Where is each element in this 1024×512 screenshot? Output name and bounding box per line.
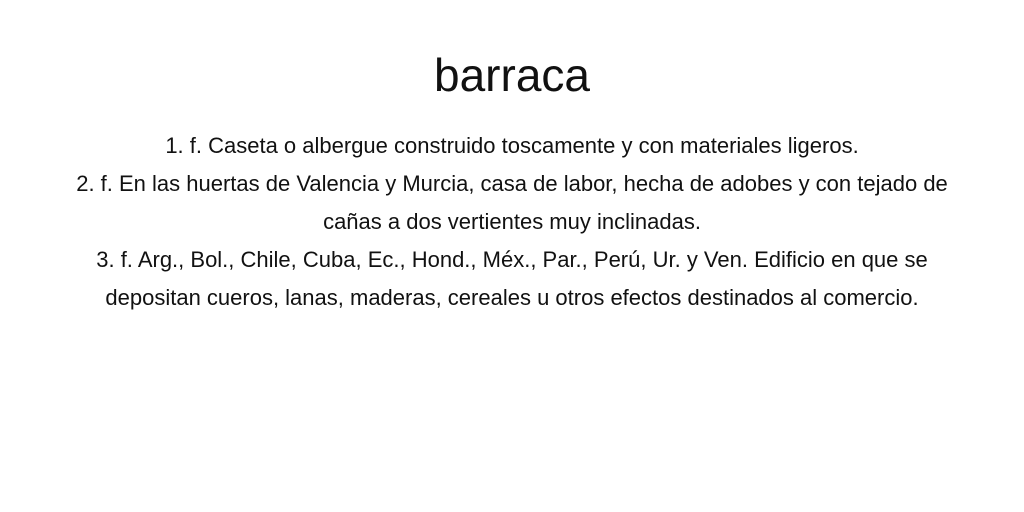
headword: barraca xyxy=(434,49,590,101)
definition-1: 1. f. Caseta o albergue construido toscamente y con materiales ligeros. xyxy=(165,133,859,158)
definition-2: 2. f. En las huertas de Valencia y Murcia, casa de labor, hecha de adobes y con tejado de cañas a dos vertientes muy inclinadas. xyxy=(76,171,948,234)
definition-3: 3. f. Arg., Bol., Chile, Cuba, Ec., Hond., Méx., Par., Perú, Ur. y Ven. Edificio en que se depositan cueros, lanas, maderas, cereales u otros efectos destinados al comercio. xyxy=(96,247,928,310)
definition-list xyxy=(50,127,974,317)
